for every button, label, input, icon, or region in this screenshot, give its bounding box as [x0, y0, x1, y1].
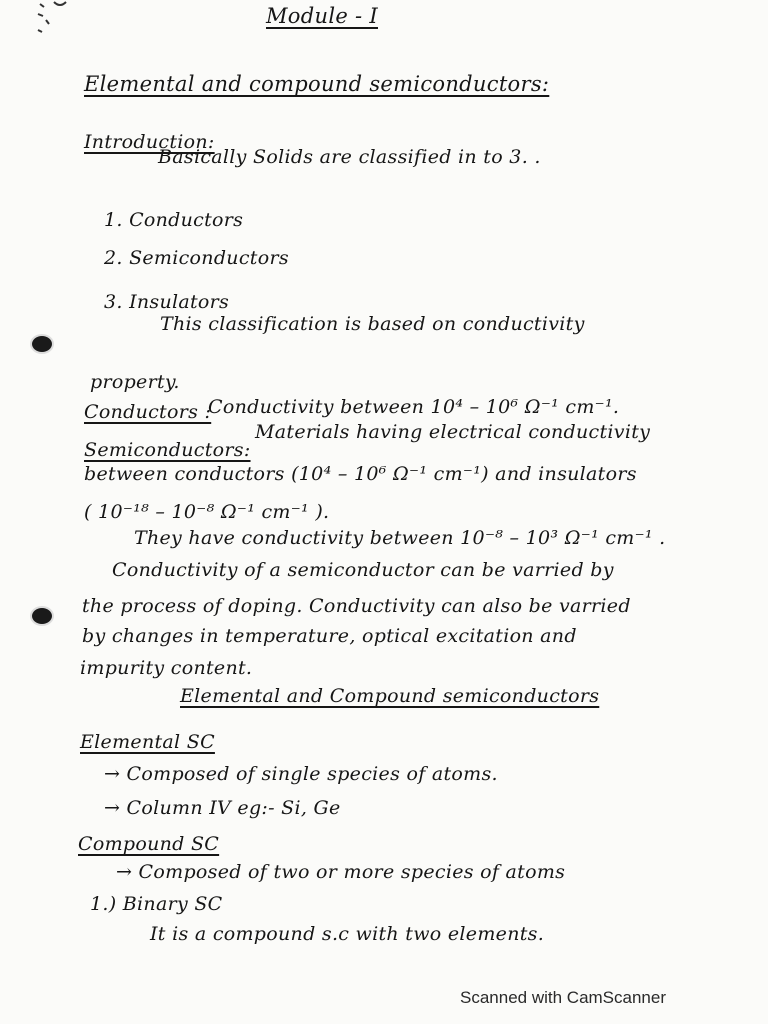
intro-list-item: 2. Semiconductors	[104, 247, 289, 269]
subheading: Elemental and Compound semiconductors	[180, 685, 600, 707]
margin-scribble	[32, 0, 72, 50]
intro-line-2: This classification is based on conductivity	[160, 313, 585, 335]
semiconductors-line-6: the process of doping. Conductivity can also be varried	[82, 595, 631, 617]
scanner-watermark: Scanned with CamScanner	[460, 988, 667, 1007]
intro-list-item: 3. Insulators	[104, 291, 230, 313]
conductors-text: Conductivity between 10⁴ – 10⁶ Ω⁻¹ cm⁻¹.	[208, 396, 620, 418]
semiconductors-line-2: between conductors (10⁴ – 10⁶ Ω⁻¹ cm⁻¹) and insulators	[84, 463, 637, 485]
semiconductors-line-8: impurity content.	[80, 657, 253, 679]
intro-list-item: 1. Conductors	[104, 209, 244, 231]
module-title: Module - I	[266, 4, 378, 28]
conductors-label: Conductors :	[84, 401, 212, 423]
semiconductors-line-3: ( 10⁻¹⁸ – 10⁻⁸ Ω⁻¹ cm⁻¹ ).	[84, 501, 330, 523]
semiconductors-line-7: by changes in temperature, optical excitation and	[82, 625, 577, 647]
compound-item-1: → Composed of two or more species of atoms	[116, 861, 566, 883]
semiconductors-line-4: They have conductivity between 10⁻⁸ – 10³ Ω⁻¹ cm⁻¹ .	[134, 527, 666, 549]
semiconductors-label: Semiconductors:	[84, 439, 251, 461]
binder-hole	[30, 334, 54, 354]
binary-text: It is a compound s.c with two elements.	[150, 923, 545, 945]
binder-hole	[30, 606, 54, 626]
semiconductors-line-1: Materials having electrical conductivity	[255, 421, 651, 443]
elemental-label: Elemental SC	[80, 731, 215, 753]
compound-label: Compound SC	[78, 833, 220, 855]
semiconductors-line-5: Conductivity of a semiconductor can be varried by	[112, 559, 614, 581]
main-heading: Elemental and compound semiconductors:	[84, 72, 550, 96]
elemental-item-1: → Composed of single species of atoms.	[104, 763, 498, 785]
intro-line-3: property.	[90, 371, 180, 393]
intro-label: Introduction:	[84, 131, 215, 153]
intro-line-1: Basically Solids are classified in to 3. .	[158, 146, 541, 168]
binary-label: 1.) Binary SC	[90, 893, 223, 915]
elemental-item-2: → Column IV eg:- Si, Ge	[104, 797, 341, 819]
